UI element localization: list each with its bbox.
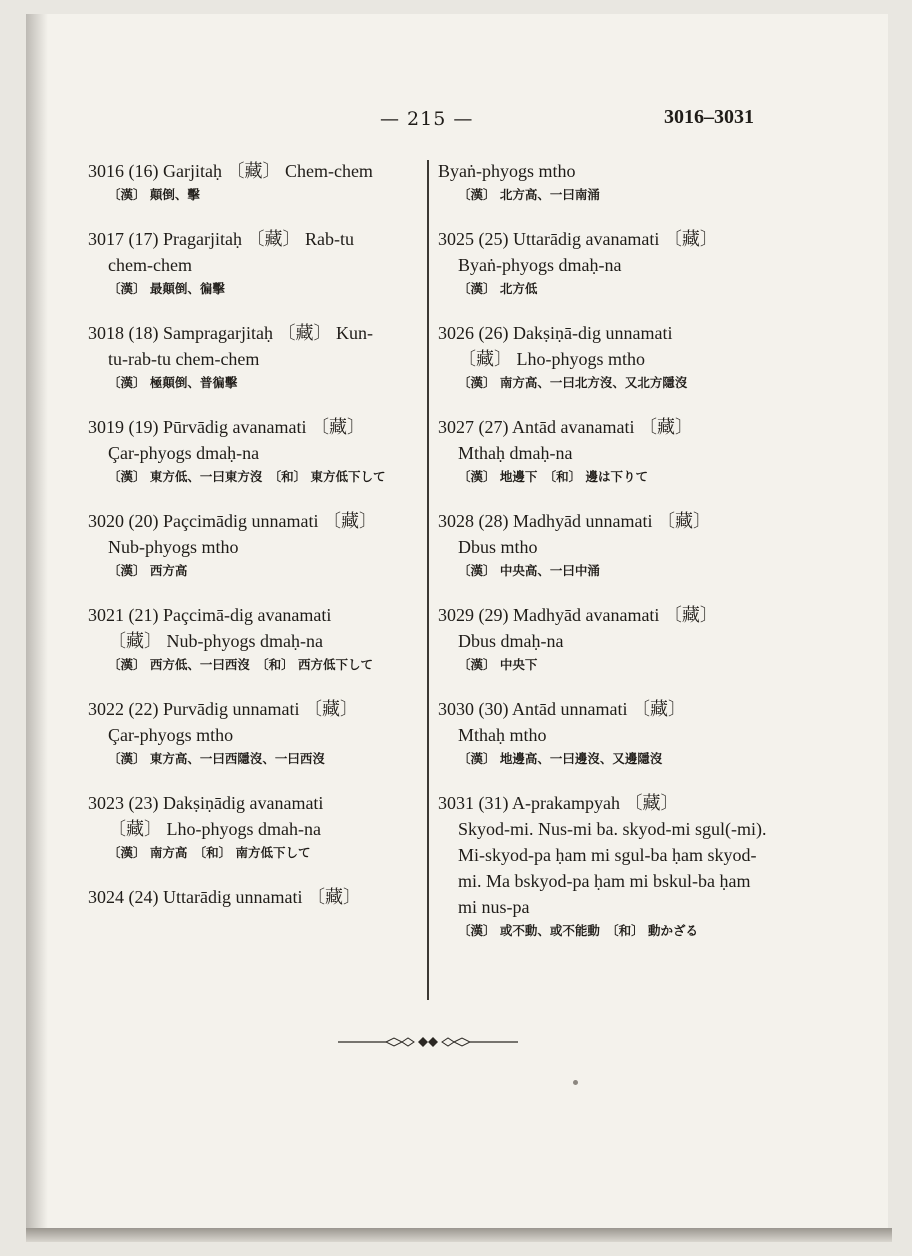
entry-title: 3021 (21) Paçcimā-dig avanamati (88, 605, 332, 625)
entry-tibetan: Dbus dmaḥ-na (458, 631, 564, 651)
entry-3028 (438, 508, 768, 582)
ornament-divider (338, 1035, 518, 1049)
entry-tibetan: Mthaḥ dmaḥ-na (458, 443, 573, 463)
entry-3031 (438, 790, 768, 942)
entry-3016 (88, 158, 418, 206)
entry-title: 3027 (27) Antād avanamati 〔藏〕 (438, 417, 693, 437)
entry-3021 (88, 602, 418, 676)
entry-chinese: 〔漢〕 地邊下 〔和〕 邊は下りて (458, 469, 648, 484)
entry-chinese: 〔漢〕 西方低、一曰西沒 〔和〕 西方低下して (108, 657, 373, 672)
entry-chinese: 〔漢〕 最顛倒、徧擊 (108, 281, 225, 296)
entry-3020 (88, 508, 418, 582)
entry-chinese: 〔漢〕 顛倒、擊 (108, 187, 200, 202)
entry-3017 (88, 226, 418, 300)
entry-title: 3026 (26) Dakṣiṇā-dig unnamati (438, 323, 673, 343)
left-column (88, 158, 418, 930)
entry-chinese: 〔漢〕 西方高 (108, 563, 188, 578)
entry-3019 (88, 414, 418, 488)
entry-title: 3019 (19) Pūrvādig avanamati 〔藏〕 (88, 417, 365, 437)
entry-tibetan: chem-chem (108, 255, 192, 275)
ink-speck (573, 1080, 578, 1085)
entry-3023 (88, 790, 418, 864)
entry-3024 (88, 884, 418, 910)
entry-tibetan: Dbus mtho (458, 537, 538, 557)
entry-tibetan: Çar-phyogs dmaḥ-na (108, 443, 260, 463)
entry-title: 3030 (30) Antād unnamati 〔藏〕 (438, 699, 686, 719)
entry-tibetan: Skyod-mi. Nus-mi ba. skyod-mi sgul(-mi). Mi-skyod-pa ḥam mi sgul-ba ḥam skyod-mi. Ma bskyod-pa ḥam mi bskul-ba ḥam mi nus-pa (458, 819, 767, 917)
entry-tibetan: Mthaḥ mtho (458, 725, 547, 745)
entry-chinese: 〔漢〕 北方高、一曰南涌 (458, 187, 600, 202)
entry-3024-continued (438, 158, 768, 206)
entry-tibetan: Byaṅ-phyogs mtho (438, 161, 576, 181)
entry-3018 (88, 320, 418, 394)
entry-3027 (438, 414, 768, 488)
entry-tibetan: 〔藏〕 Lho-phyogs dmah-na (108, 819, 321, 839)
entry-title: 3029 (29) Madhyād avanamati 〔藏〕 (438, 605, 718, 625)
entry-tibetan: 〔藏〕 Nub-phyogs dmaḥ-na (108, 631, 323, 651)
entry-chinese: 〔漢〕 地邊高、一曰邊沒、又邊隱沒 (458, 751, 663, 766)
entry-tibetan: Byaṅ-phyogs dmaḥ-na (458, 255, 622, 275)
entry-title: 3018 (18) Sampragarjitaḥ 〔藏〕 Kun- (88, 323, 373, 343)
entry-title: 3017 (17) Pragarjitaḥ 〔藏〕 Rab-tu (88, 229, 354, 249)
entry-chinese: 〔漢〕 極顛倒、普徧擊 (108, 375, 238, 390)
entry-title: 3031 (31) A-prakampyah 〔藏〕 (438, 793, 679, 813)
entry-tibetan: Çar-phyogs mtho (108, 725, 234, 745)
entry-3022 (88, 696, 418, 770)
entry-title: 3022 (22) Purvādig unnamati 〔藏〕 (88, 699, 358, 719)
entry-chinese: 〔漢〕 中央下 (458, 657, 538, 672)
entry-chinese: 〔漢〕 東方高、一曰西隱沒、一曰西沒 (108, 751, 325, 766)
entry-3030 (438, 696, 768, 770)
entry-chinese: 〔漢〕 東方低、一曰東方沒 〔和〕 東方低下して (108, 469, 386, 484)
entry-chinese: 〔漢〕 南方高、一曰北方沒、又北方隱沒 (458, 375, 688, 390)
right-column (438, 158, 768, 962)
entry-3025 (438, 226, 768, 300)
entry-chinese: 〔漢〕 或不動、或不能動 〔和〕 動かざる (458, 923, 698, 938)
entry-title: 3016 (16) Garjitaḥ 〔藏〕 Chem-chem (88, 161, 373, 181)
entry-tibetan: tu-rab-tu chem-chem (108, 349, 260, 369)
column-divider (427, 160, 429, 1000)
page-number: — 215 — (380, 108, 474, 130)
entry-range: 3016–3031 (664, 106, 754, 128)
entry-chinese: 〔漢〕 中央高、一曰中涌 (458, 563, 600, 578)
entry-title: 3023 (23) Dakṣiṇādig avanamati (88, 793, 324, 813)
entry-chinese: 〔漢〕 南方高 〔和〕 南方低下して (108, 845, 311, 860)
entry-tibetan: 〔藏〕 Lho-phyogs mtho (458, 349, 645, 369)
entry-title: 3024 (24) Uttarādig unnamati 〔藏〕 (88, 887, 361, 907)
entry-3029 (438, 602, 768, 676)
entry-title: 3025 (25) Uttarādig avanamati 〔藏〕 (438, 229, 718, 249)
entry-tibetan: Nub-phyogs mtho (108, 537, 239, 557)
page-edge (26, 1228, 892, 1242)
entry-chinese: 〔漢〕 北方低 (458, 281, 538, 296)
entry-3026 (438, 320, 768, 394)
entry-title: 3020 (20) Paçcimādig unnamati 〔藏〕 (88, 511, 377, 531)
entry-title: 3028 (28) Madhyād unnamati 〔藏〕 (438, 511, 711, 531)
